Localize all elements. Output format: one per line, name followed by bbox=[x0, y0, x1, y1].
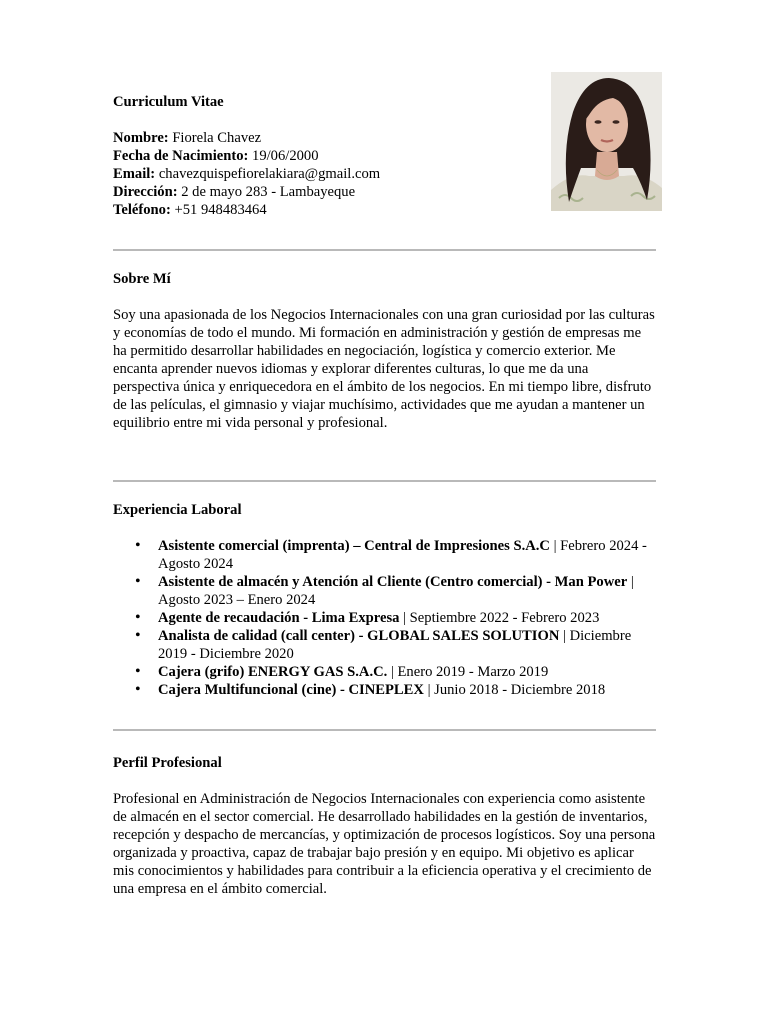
profile-heading: Perfil Profesional bbox=[113, 755, 222, 771]
info-value: +51 948483464 bbox=[170, 202, 267, 218]
job-role: Asistente de almacén y Atención al Cliente (Centro comercial) - Man Power bbox=[158, 574, 628, 590]
info-value: Fiorela Chavez bbox=[168, 130, 262, 146]
job-role: Analista de calidad (call center) - GLOBAL SALES SOLUTION bbox=[158, 628, 560, 644]
job-role: Cajera (grifo) ENERGY GAS S.A.C. bbox=[158, 664, 388, 680]
document-title: Curriculum Vitae bbox=[113, 94, 224, 110]
info-label: Nombre: bbox=[113, 130, 169, 146]
job-period: | Enero 2019 - Marzo 2019 bbox=[387, 664, 549, 680]
info-label: Dirección: bbox=[113, 184, 178, 200]
experience-list bbox=[113, 537, 658, 699]
personal-info bbox=[113, 129, 658, 219]
info-label: Teléfono: bbox=[113, 202, 171, 218]
list-item bbox=[158, 681, 658, 699]
info-value: chavezquispefiorelakiara@gmail.com bbox=[155, 166, 381, 182]
job-period: | Diciembre 2019 - Diciembre 2020 bbox=[158, 628, 632, 662]
info-phone bbox=[113, 201, 658, 219]
profile-text: Profesional en Administración de Negocios Internacionales con experiencia como asistente de almacén en el sector comercial. He desarrollado habilidades en la gestión de inventarios, recepción y despacho de mercancías, y optimización de procesos logísticos. Soy una persona organizada y proactiva, capaz de trabajar bajo presión y en equipo. Mi objetivo es aplicar mis conocimientos y habilidades para contribuir a la eficiencia operativa y el crecimiento de una empresa en el ámbito comercial. bbox=[113, 791, 656, 897]
cv-content bbox=[113, 93, 658, 898]
job-period: | Junio 2018 - Diciembre 2018 bbox=[423, 682, 606, 698]
section-divider bbox=[113, 729, 656, 731]
section-divider bbox=[113, 480, 656, 482]
info-name bbox=[113, 129, 658, 147]
job-role: Agente de recaudación - Lima Expresa bbox=[158, 610, 400, 626]
info-birthdate bbox=[113, 147, 658, 165]
job-role: Asistente comercial (imprenta) – Central de Impresiones S.A.C bbox=[158, 538, 550, 554]
info-label: Email: bbox=[113, 166, 156, 182]
job-period: | Febrero 2024 - Agosto 2024 bbox=[158, 538, 647, 572]
job-period: | Agosto 2023 – Enero 2024 bbox=[158, 574, 634, 608]
job-role: Cajera Multifuncional (cine) - CINEPLEX bbox=[158, 682, 424, 698]
list-item bbox=[158, 627, 658, 663]
list-item bbox=[158, 573, 658, 609]
experience-heading: Experiencia Laboral bbox=[113, 502, 242, 518]
info-value: 19/06/2000 bbox=[248, 148, 319, 164]
job-period: | Septiembre 2022 - Febrero 2023 bbox=[399, 610, 600, 626]
info-email bbox=[113, 165, 658, 183]
info-value: 2 de mayo 283 - Lambayeque bbox=[177, 184, 356, 200]
info-address bbox=[113, 183, 658, 201]
about-text: Soy una apasionada de los Negocios Internacionales con una gran curiosidad por las culturas y economías de todo el mundo. Mi formación en administración y gestión de empresas me ha permitido desarrollar habilidades en negociación, logística y comercio exterior. Me encanta aprender nuevos idiomas y explorar diferentes culturas, lo que me da una perspectiva única y enriquecedora en el ámbito de los negocios. En mi tiempo libre, disfruto de las películas, el gimnasio y viajar muchísimo, actividades que me ayudan a mantener un equilibrio entre mi vida personal y profesional. bbox=[113, 307, 655, 431]
about-heading: Sobre Mí bbox=[113, 271, 171, 287]
list-item bbox=[158, 663, 658, 681]
list-item bbox=[158, 609, 658, 627]
section-divider bbox=[113, 249, 656, 251]
list-item bbox=[158, 537, 658, 573]
info-label: Fecha de Nacimiento: bbox=[113, 148, 249, 164]
